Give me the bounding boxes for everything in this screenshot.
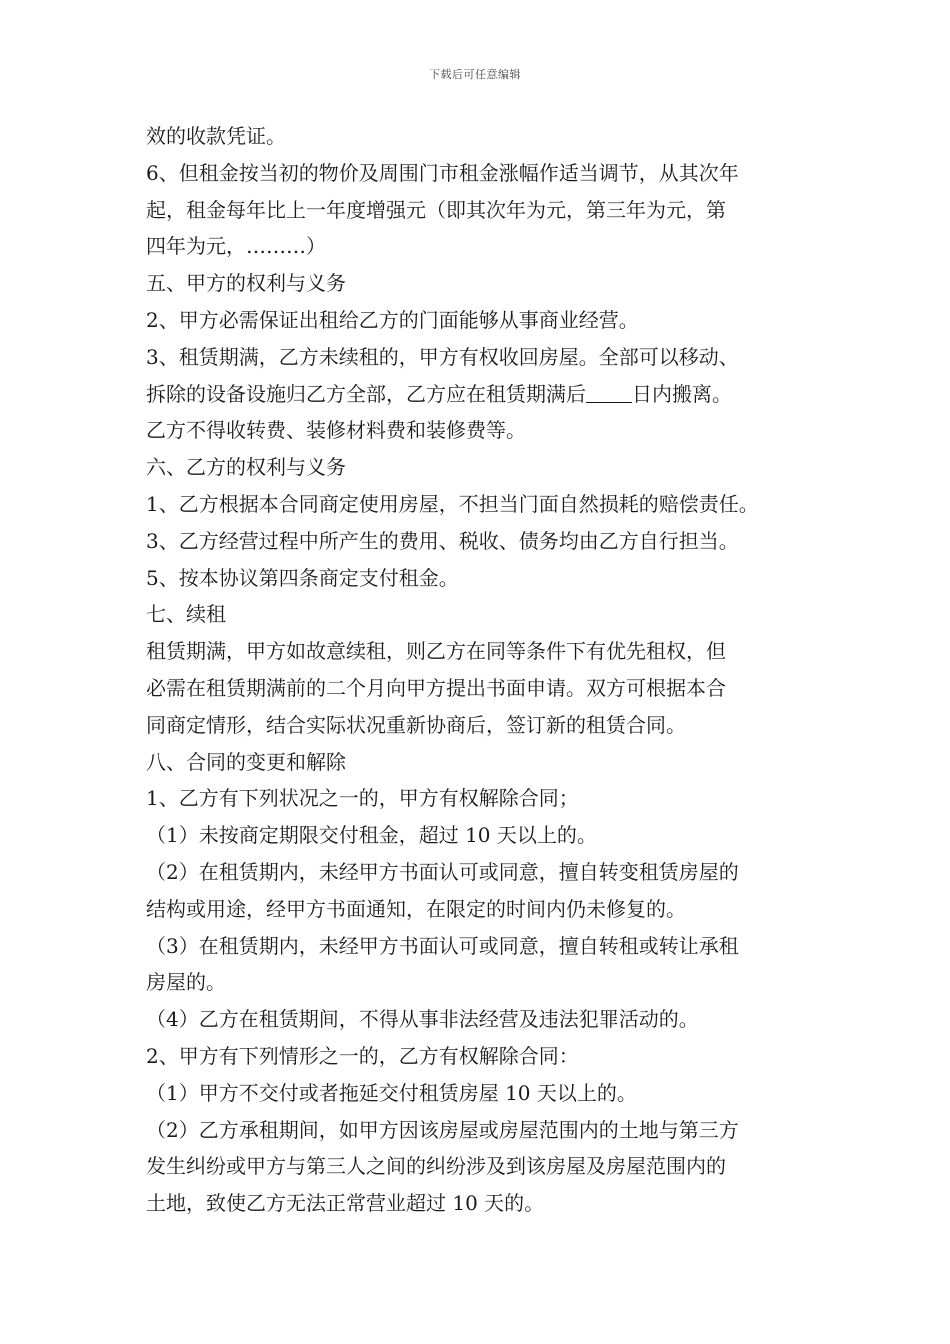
text-line: 5、按本协议第四条商定支付租金。 bbox=[146, 565, 459, 590]
text-line: 1、乙方有下列状况之一的，甲方有权解除合同； bbox=[146, 786, 579, 811]
fill-in-blank bbox=[586, 382, 632, 403]
text-line: 效的收款凭证。 bbox=[146, 124, 286, 148]
text-line: 必需在租赁期满前的二个月向甲方提出书面申请。双方可根据本合 bbox=[146, 675, 726, 700]
text-line: 乙方不得收转费、装修材料费和装修费等。 bbox=[146, 418, 526, 443]
text-line: 2、甲方必需保证出租给乙方的门面能够从事商业经营。 bbox=[146, 307, 639, 332]
section-heading: 五、甲方的权利与义务 bbox=[146, 271, 346, 296]
text-line: （3）在租赁期内，未经甲方书面认可或同意，擅自转租或转让承租 bbox=[146, 933, 739, 958]
text-line: 2、甲方有下列情形之一的，乙方有权解除合同： bbox=[146, 1043, 579, 1068]
page-header-note: 下载后可任意编辑 bbox=[429, 68, 521, 81]
text-line: 1、乙方根据本合同商定使用房屋，不担当门面自然损耗的赔偿责任。 bbox=[146, 491, 759, 516]
text-segment: 日内搬离。 bbox=[632, 381, 732, 406]
text-line-with-blank bbox=[146, 376, 816, 413]
text-line: 同商定情形，结合实际状况重新协商后，签订新的租赁合同。 bbox=[146, 712, 686, 737]
text-line: 起，租金每年比上一年度增强元（即其次年为元，第三年为元，第 bbox=[146, 197, 726, 222]
text-line: 土地，致使乙方无法正常营业超过 10 天的。 bbox=[146, 1191, 545, 1216]
text-line: 3、乙方经营过程中所产生的费用、税收、债务均由乙方自行担当。 bbox=[146, 528, 739, 553]
text-line: 发生纠纷或甲方与第三人之间的纠纷涉及到该房屋及房屋范围内的 bbox=[146, 1154, 726, 1179]
document-body bbox=[146, 118, 816, 1222]
text-line: 四年为元，………） bbox=[146, 234, 326, 259]
text-line: 租赁期满，甲方如故意续租，则乙方在同等条件下有优先租权，但 bbox=[146, 639, 726, 664]
text-line: （4）乙方在租赁期间，不得从事非法经营及违法犯罪活动的。 bbox=[146, 1007, 699, 1032]
text-line: 房屋的。 bbox=[146, 970, 226, 995]
text-line: 结构或用途，经甲方书面通知，在限定的时间内仍未修复的。 bbox=[146, 896, 686, 921]
section-heading: 八、合同的变更和解除 bbox=[146, 749, 346, 774]
text-segment: 拆除的设备设施归乙方全部，乙方应在租赁期满后 bbox=[146, 381, 586, 406]
text-line: （1）甲方不交付或者拖延交付租赁房屋 10 天以上的。 bbox=[146, 1080, 637, 1105]
section-heading: 七、续租 bbox=[146, 602, 226, 627]
text-line: （1）未按商定期限交付租金，超过 10 天以上的。 bbox=[146, 823, 597, 848]
text-line: （2）在租赁期内，未经甲方书面认可或同意，擅自转变租赁房屋的 bbox=[146, 859, 739, 884]
text-line: （2）乙方承租期间，如甲方因该房屋或房屋范围内的土地与第三方 bbox=[146, 1117, 739, 1142]
section-heading: 六、乙方的权利与义务 bbox=[146, 455, 346, 480]
text-line: 6、但租金按当初的物价及周围门市租金涨幅作适当调节，从其次年 bbox=[146, 160, 739, 185]
text-line: 3、租赁期满，乙方未续租的，甲方有权收回房屋。全部可以移动、 bbox=[146, 344, 739, 369]
